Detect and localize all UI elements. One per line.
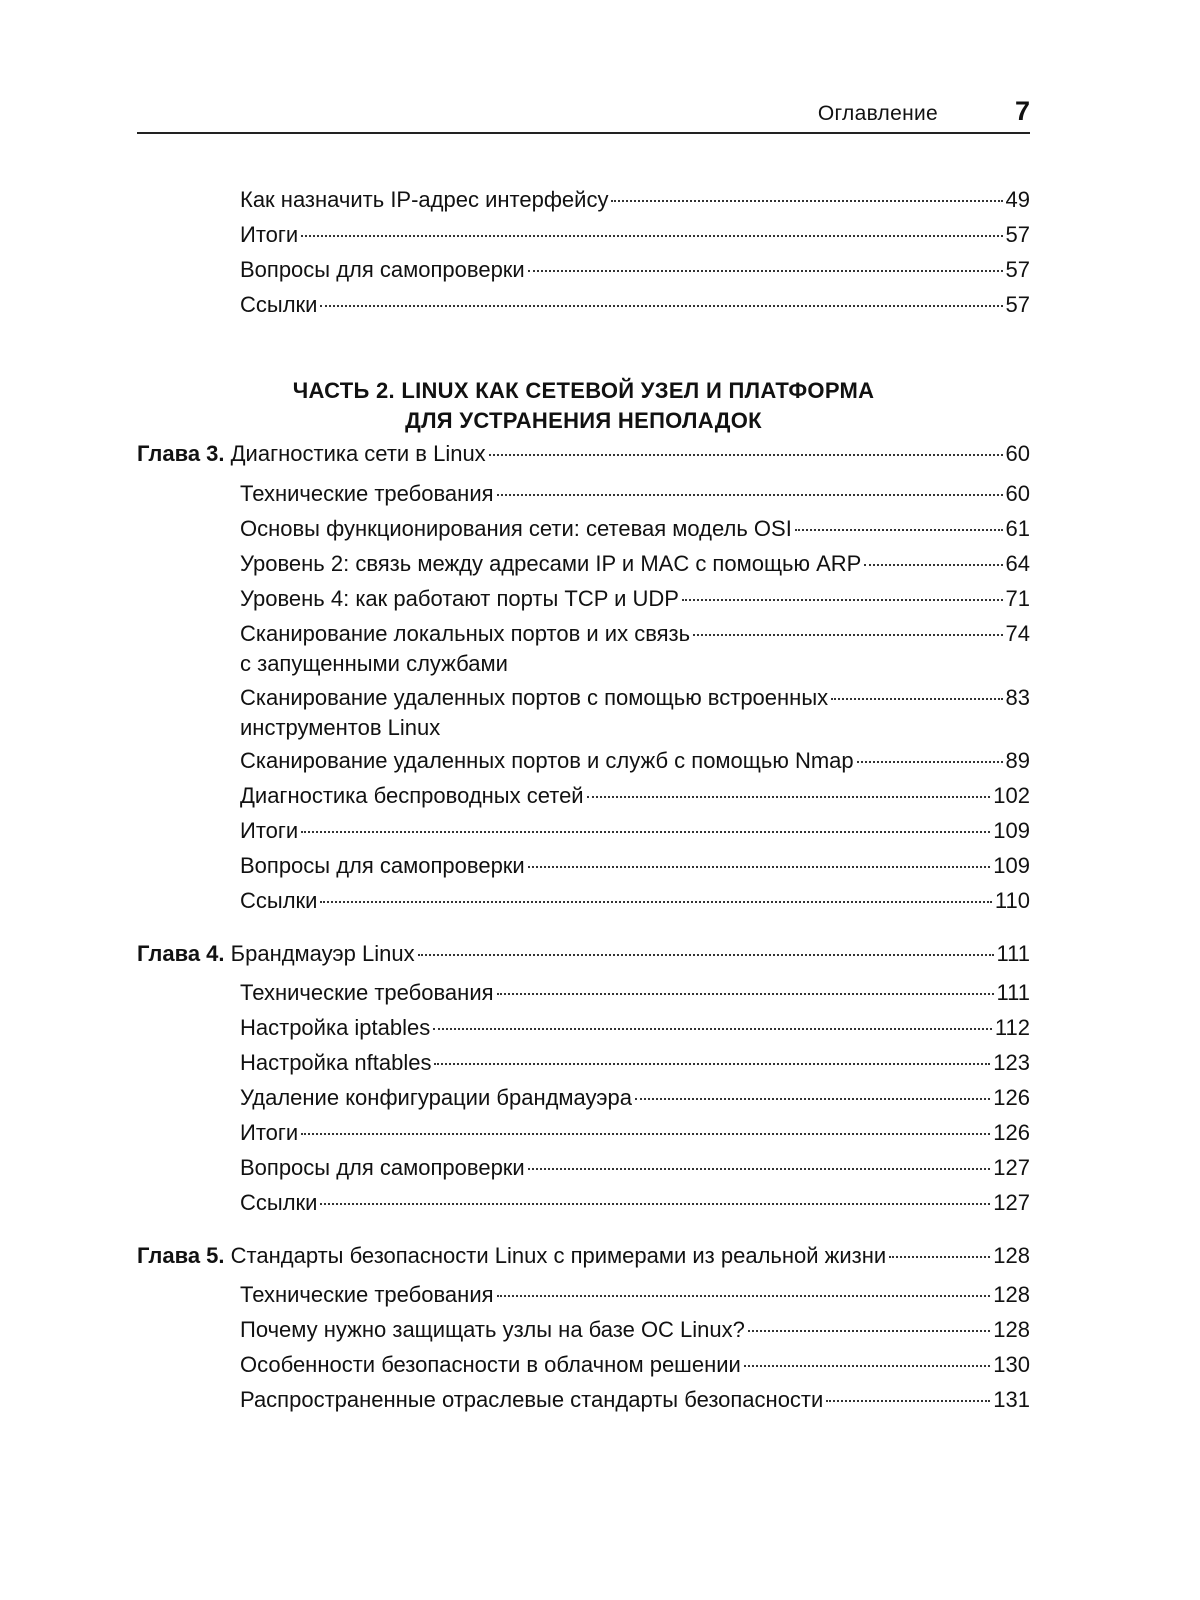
dot-leader <box>693 634 1002 636</box>
dot-leader <box>433 1028 992 1030</box>
toc-entry-title: Итоги <box>240 818 299 843</box>
toc-entry <box>240 975 1030 1011</box>
toc-entry-title-line2: инструментов Linux <box>240 715 441 740</box>
toc-entry <box>240 581 1030 617</box>
toc-entry-page: 57 <box>1005 257 1030 282</box>
toc-entry-page: 128 <box>993 1317 1030 1342</box>
toc-entry-multiline <box>240 619 1030 679</box>
toc-entry <box>240 252 1030 288</box>
toc-entry-title: Настройка nftables <box>240 1050 432 1075</box>
toc-entry-page: 71 <box>1005 586 1030 611</box>
toc-entry-page: 109 <box>993 818 1030 843</box>
part-heading-line2: ДЛЯ УСТРАНЕНИЯ НЕПОЛАДОК <box>405 408 762 433</box>
dot-leader <box>497 1295 991 1297</box>
toc-entry-title: Сканирование удаленных портов и служб с помощью Nmap <box>240 748 854 773</box>
toc-entry-title-line1: Сканирование удаленных портов с помощью встроенных <box>240 685 829 710</box>
toc-entry-page: 127 <box>993 1155 1030 1180</box>
toc-entry-page: 123 <box>993 1050 1030 1075</box>
dot-leader <box>497 993 994 995</box>
dot-leader <box>301 235 1002 237</box>
dot-leader <box>320 1203 990 1205</box>
chapter-title: Диагностика сети в Linux <box>230 441 486 466</box>
dot-leader <box>611 200 1002 202</box>
dot-leader <box>857 761 1003 763</box>
toc-entry-title: Ссылки <box>240 1190 318 1215</box>
dot-leader <box>864 564 1002 566</box>
toc-entry-page: 130 <box>993 1352 1030 1377</box>
chapter-entry-text <box>137 936 415 972</box>
toc-entry-page: 64 <box>1005 551 1030 576</box>
toc-entry <box>240 476 1030 512</box>
toc-entry-page: 110 <box>994 888 1030 913</box>
dot-leader <box>418 954 994 956</box>
toc-entry-title: Почему нужно защищать узлы на базе ОС Linux? <box>240 1317 745 1342</box>
toc-entry <box>240 182 1030 218</box>
dot-leader <box>635 1098 990 1100</box>
toc-entry <box>240 1115 1030 1151</box>
chapter-page: 111 <box>996 941 1030 966</box>
toc-entry <box>240 848 1030 884</box>
toc-entry-title-line1: Сканирование локальных портов и их связь <box>240 621 691 646</box>
dot-leader <box>889 1256 990 1258</box>
toc-entry-title: Итоги <box>240 1120 299 1145</box>
part-heading <box>137 376 1030 436</box>
dot-leader <box>744 1365 990 1367</box>
toc-entry-page: 111 <box>996 980 1030 1005</box>
chapter-entry-3 <box>137 436 1030 472</box>
chapter-page: 128 <box>993 1243 1030 1268</box>
chapter-entry-4 <box>137 936 1030 972</box>
dot-leader <box>528 866 991 868</box>
toc-entry <box>240 1010 1030 1046</box>
toc-entry-page: 61 <box>1005 516 1030 541</box>
toc-entry <box>240 511 1030 547</box>
toc-entry-page: 60 <box>1005 481 1030 506</box>
toc-entry-title: Настройка iptables <box>240 1015 431 1040</box>
chapter-page: 60 <box>1005 441 1030 466</box>
dot-leader <box>497 494 1003 496</box>
toc-entry-title-block <box>240 683 828 743</box>
toc-entry-page: 57 <box>1005 222 1030 247</box>
toc-entry-title: Распространенные отраслевые стандарты безопасности <box>240 1387 824 1412</box>
toc-entry <box>240 1277 1030 1313</box>
toc-entry-title: Ссылки <box>240 888 318 913</box>
toc-entry <box>240 1150 1030 1186</box>
running-header-title: Оглавление <box>817 102 938 125</box>
toc-entry-page: 102 <box>993 783 1030 808</box>
toc-entry <box>240 1045 1030 1081</box>
toc-entry-title: Технические требования <box>240 481 494 506</box>
dot-leader <box>528 270 1003 272</box>
chapter-entry-text <box>137 436 486 472</box>
chapter-title: Стандарты безопасности Linux с примерами из реальной жизни <box>230 1243 887 1268</box>
toc-entry <box>240 813 1030 849</box>
toc-entry <box>240 1382 1030 1418</box>
toc-entry-page: 89 <box>1005 748 1030 773</box>
toc-entry <box>240 743 1030 779</box>
toc-entry-multiline <box>240 683 1030 743</box>
toc-entry-title: Удаление конфигурации брандмауэра <box>240 1085 632 1110</box>
part-heading-line1: ЧАСТЬ 2. LINUX КАК СЕТЕВОЙ УЗЕЛ И ПЛАТФОРМА <box>292 378 875 403</box>
dot-leader <box>489 454 1003 456</box>
dot-leader <box>320 305 1002 307</box>
chapter-label: Глава 3. <box>137 441 225 466</box>
toc-entry <box>240 1080 1030 1116</box>
toc-entry-title: Уровень 2: связь между адресами IP и MAC с помощью ARP <box>240 551 862 576</box>
dot-leader <box>320 901 991 903</box>
page-number: 7 <box>1014 96 1030 126</box>
toc-entry-title-line2: с запущенными службами <box>240 651 508 676</box>
toc-entry-page: 127 <box>993 1190 1030 1215</box>
toc-entry-title: Уровень 4: как работают порты TCP и UDP <box>240 586 679 611</box>
toc-entry-title-block <box>240 619 690 679</box>
toc-entry-page: 131 <box>993 1387 1030 1412</box>
toc-entry-page: 126 <box>993 1085 1030 1110</box>
toc-entry <box>240 1347 1030 1383</box>
toc-entry-page: 74 <box>1005 621 1030 646</box>
chapter-label: Глава 4. <box>137 941 225 966</box>
toc-entry <box>240 287 1030 323</box>
toc-entry-title: Вопросы для самопроверки <box>240 257 525 282</box>
toc-entry-page: 128 <box>993 1282 1030 1307</box>
dot-leader <box>826 1400 990 1402</box>
toc-entry-title: Вопросы для самопроверки <box>240 1155 525 1180</box>
toc-entry-title: Итоги <box>240 222 299 247</box>
dot-leader <box>301 831 990 833</box>
chapter-entry-text <box>137 1238 886 1274</box>
toc-entry-title: Технические требования <box>240 1282 494 1307</box>
toc-entry <box>240 217 1030 253</box>
toc-entry <box>240 546 1030 582</box>
dot-leader <box>682 599 1003 601</box>
toc-entry <box>240 778 1030 814</box>
toc-entry-title: Вопросы для самопроверки <box>240 853 525 878</box>
toc-entry-title: Диагностика беспроводных сетей <box>240 783 584 808</box>
dot-leader <box>831 698 1002 700</box>
chapter-label: Глава 5. <box>137 1243 225 1268</box>
dot-leader <box>528 1168 991 1170</box>
dot-leader <box>748 1330 990 1332</box>
toc-entry-page: 109 <box>993 853 1030 878</box>
toc-entry-page: 57 <box>1005 292 1030 317</box>
dot-leader <box>434 1063 990 1065</box>
toc-entry-title: Как назначить IP-адрес интерфейсу <box>240 187 609 212</box>
toc-entry-title: Ссылки <box>240 292 318 317</box>
toc-entry-page: 126 <box>993 1120 1030 1145</box>
toc-entry <box>240 1312 1030 1348</box>
toc-entry-page: 83 <box>1005 685 1030 710</box>
dot-leader <box>795 529 1003 531</box>
toc-entry <box>240 883 1030 919</box>
toc-entry-title: Технические требования <box>240 980 494 1005</box>
dot-leader <box>587 796 991 798</box>
toc-entry-page: 112 <box>994 1015 1030 1040</box>
dot-leader <box>301 1133 990 1135</box>
toc-entry <box>240 1185 1030 1221</box>
chapter-entry-5 <box>137 1238 1030 1274</box>
toc-entry-page: 49 <box>1005 187 1030 212</box>
chapter-title: Брандмауэр Linux <box>230 941 415 966</box>
toc-entry-title: Особенности безопасности в облачном решении <box>240 1352 741 1377</box>
toc-entry-title: Основы функционирования сети: сетевая модель OSI <box>240 516 792 541</box>
